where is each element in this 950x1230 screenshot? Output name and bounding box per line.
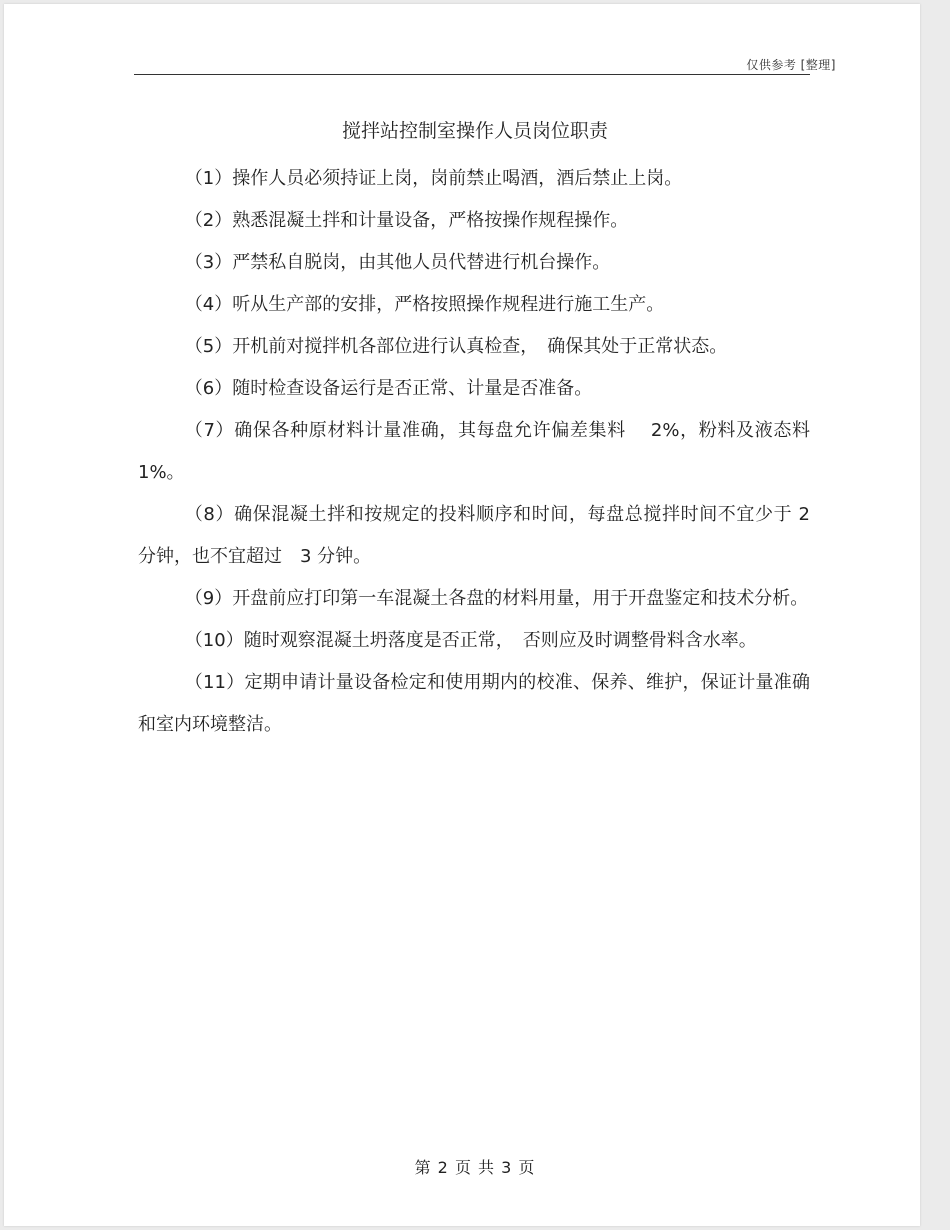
paragraph-5: （5）开机前对搅拌机各部位进行认真检查， 确保其处于正常状态。 xyxy=(184,336,728,357)
paragraph-11: （11）定期申请计量设备检定和使用期内的校准、保养、维护，保证计量准确和室内环境整洁。 xyxy=(138,672,810,735)
paragraph-1: （1）操作人员必须持证上岗，岗前禁止喝酒，酒后禁止上岗。 xyxy=(184,168,683,189)
paragraph-6: （6）随时检查设备运行是否正常、计量是否准备。 xyxy=(184,378,593,399)
document-body xyxy=(138,158,810,746)
paragraph-3: （3）严禁私自脱岗，由其他人员代替进行机台操作。 xyxy=(184,252,611,273)
paragraph-9: （9）开盘前应打印第一车混凝土各盘的材料用量，用于开盘鉴定和技术分析。 xyxy=(184,588,809,609)
header-divider xyxy=(134,74,810,75)
paragraph-4: （4）听从生产部的安排，严格按照操作规程进行施工生产。 xyxy=(184,294,665,315)
header-note: 仅供参考 [整理] xyxy=(746,58,836,72)
paragraph-10: （10）随时观察混凝土坍落度是否正常， 否则应及时调整骨料含水率。 xyxy=(184,630,757,651)
paragraph-8: （8）确保混凝土拌和按规定的投料顺序和时间，每盘总搅拌时间不宜少于 2 分钟，也不宜超过 3 分钟。 xyxy=(138,504,810,567)
paragraph-2: （2）熟悉混凝土拌和计量设备，严格按操作规程操作。 xyxy=(184,210,629,231)
page-number: 第 2 页 共 3 页 xyxy=(414,1158,536,1177)
paragraph-7: （7）确保各种原材料计量准确，其每盘允许偏差集料 2%，粉料及液态料 1%。 xyxy=(138,420,810,483)
document-title: 搅拌站控制室操作人员岗位职责 xyxy=(341,120,608,142)
